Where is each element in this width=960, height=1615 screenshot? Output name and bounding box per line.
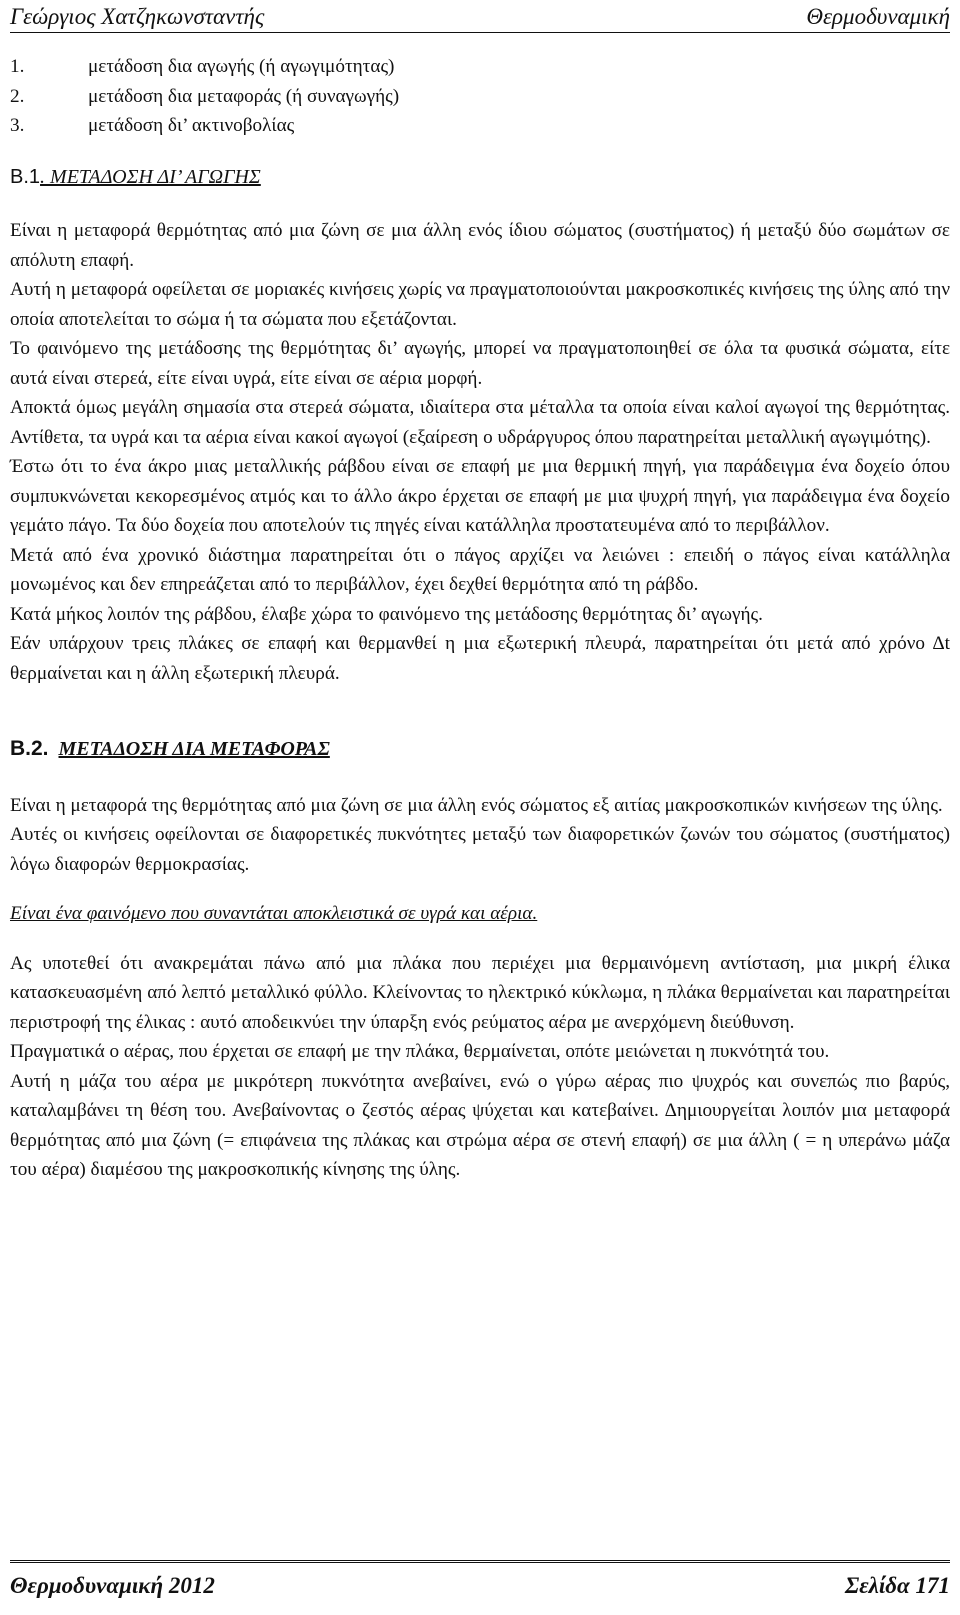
header-author: Γεώργιος Χατζηκωνσταντής [10,4,265,29]
paragraph: Μετά από ένα χρονικό διάστημα παρατηρείται ότι ο πάγος αρχίζει να λειώνει : επειδή ο πάγος είναι κατάλληλα μονωμένος και δεν επηρεάζεται από το περιβάλλον, έχει δεχθεί θερμότητα από τη ράβδο. [10,544,950,595]
paragraph: Το φαινόμενο της μετάδοσης της θερμότητας δι’ αγωγής, μπορεί να πραγματοποιηθεί σε όλα τα φυσικά σώματα, είτε αυτά είναι στερεά, είτε είναι υγρά, είτε είναι σε αέρια μορφή. [10,338,950,389]
paragraph: Εάν υπάρχουν τρεις πλάκες σε επαφή και θερμανθεί η μια εξωτερική πλευρά, παρατηρείται ότι μετά από χρόνο Δt θερμαίνεται και η άλλη εξωτερική πλευρά. [10,633,950,684]
paragraph: Είναι η μεταφορά θερμότητας από μια ζώνη σε μια άλλη ενός ίδιου σώματος (συστήματος) ή μεταξύ δύο σωμάτων σε απόλυτη επαφή. [10,220,950,271]
list-item-text: μετάδοση δι’ ακτινοβολίας [88,115,295,136]
list-item-number: 1. [10,56,25,77]
section-heading-conduction [10,163,950,193]
paragraph: Αυτή η μάζα του αέρα με μικρότερη πυκνότητα ανεβαίνει, ενώ ο γύρω αέρας πιο ψυχρός και συνεπώς πιο βαρύς, καταλαμβάνει τη θέση του. Ανεβαίνοντας ο ζεστός αέρας ψύχεται και κατεβαίνει. Δημιουργείται λοιπόν μια μεταφορά θερμότητας από μια ζώνη (= επιφάνεια της πλάκας και στρώμα αέρα σε στενή επαφή) σε μια άλλη ( = η υπεράνω μάζα του αέρα) διαμέσου της μακροσκοπικής κίνησης της ύλης. [10,1070,950,1180]
page-number: Σελίδα 171 [844,1573,950,1598]
page-footer [10,1573,950,1599]
list-item [10,111,950,141]
header-subject: Θερμοδυναμική [806,4,950,29]
section-title: . ΜΕΤΑΔΟΣΗ ΔΙ’ ΑΓΩΓΗΣ [40,165,261,188]
paragraph: Αυτή η μεταφορά οφείλεται σε μοριακές κινήσεις χωρίς να πραγματοποιούνται μακροσκοπικές κινήσεις της ύλης από την οποία αποτελείται το σώμα ή τα σώματα που εξετάζονται. [10,279,950,330]
document-page [10,0,950,1615]
paragraph: Έστω ότι το ένα άκρο μιας μεταλλικής ράβδου είναι σε επαφή με μια θερμική πηγή, για παράδειγμα ένα δοχείο όπου συμπυκνώνεται κεκορεσμένος ατμός και το άλλο άκρο έρχεται σε επαφή με μια ψυχρή πηγή, για παράδειγμα ένα δοχείο γεμάτο πάγο. Τα δύο δοχεία που αποτελούν τις πηγές είναι κατάλληλα προστατευμένα από το περιβάλλον. [10,456,950,536]
list-item [10,52,950,82]
footer-divider [10,1560,950,1566]
page-content [10,52,950,1185]
paragraph: Αποκτά όμως μεγάλη σημασία στα στερεά σώματα, ιδιαίτερα στα μέταλλα τα οποία είναι καλοί αγωγοί της θερμότητας. Αντίθετα, τα υγρά και τα αέρια είναι κακοί αγωγοί (εξαίρεση ο υδράργυρος όπου παρατηρείται μεταλλική αγωγιμότης). [10,397,950,448]
list-item-number: 3. [10,115,25,136]
transfer-modes-list [10,52,950,141]
emphasis-statement: Είναι ένα φαινόμενο που συναντάται αποκλειστικά σε υγρά και αέρια. [10,903,538,924]
header-divider [10,32,950,33]
section-title: ΜΕΤΑΔΟΣΗ ΔΙΑ ΜΕΤΑΦΟΡΑΣ [58,738,330,760]
paragraph: Είναι η μεταφορά της θερμότητας από μια ζώνη σε μια άλλη ενός σώματος εξ αιτίας μακροσκοπικών κινήσεων της ύλης. [10,794,943,816]
section-heading-convection [10,734,950,765]
paragraph: Ας υποτεθεί ότι ανακρεμάται πάνω από μια πλάκα που περιέχει μια θερμαινόμενη αντίσταση, μια μικρή έλικα κατασκευασμένη από λεπτό μεταλλικό φύλλο. Κλείνοντας το ηλεκτρικό κύκλωμα, η πλάκα θερμαίνεται και παρατηρείται περιστροφή της έλικας : αυτό αποδεικνύει την ύπαρξη ενός ρεύματος αέρα με ανερχόμενη διεύθυνση. [10,952,950,1033]
section-number: Β.1 [10,165,41,188]
paragraph: Αυτές οι κινήσεις οφείλονται σε διαφορετικές πυκνότητες μεταξύ των διαφορετικών ζωνών του σώματος (συστήματος) λόγω διαφορών θερμοκρασίας. [10,824,950,875]
paragraph: Κατά μήκος λοιπόν της ράβδου, έλαβε χώρα το φαινόμενο της μετάδοσης θερμότητας δι’ αγωγής. [10,603,763,625]
list-item [10,82,950,112]
list-item-text: μετάδοση δια αγωγής (ή αγωγιμότητας) [88,56,395,77]
section-number: Β.2. [10,737,49,760]
page-header [10,4,950,30]
list-item-text: μετάδοση δια μεταφοράς (ή συναγωγής) [88,85,400,107]
list-item-number: 2. [10,85,25,107]
paragraph: Πραγματικά ο αέρας, που έρχεται σε επαφή με την πλάκα, θερμαίνεται, οπότε μειώνεται η πυκνότητά του. [10,1041,830,1062]
footer-title: Θερμοδυναμική 2012 [10,1573,215,1598]
